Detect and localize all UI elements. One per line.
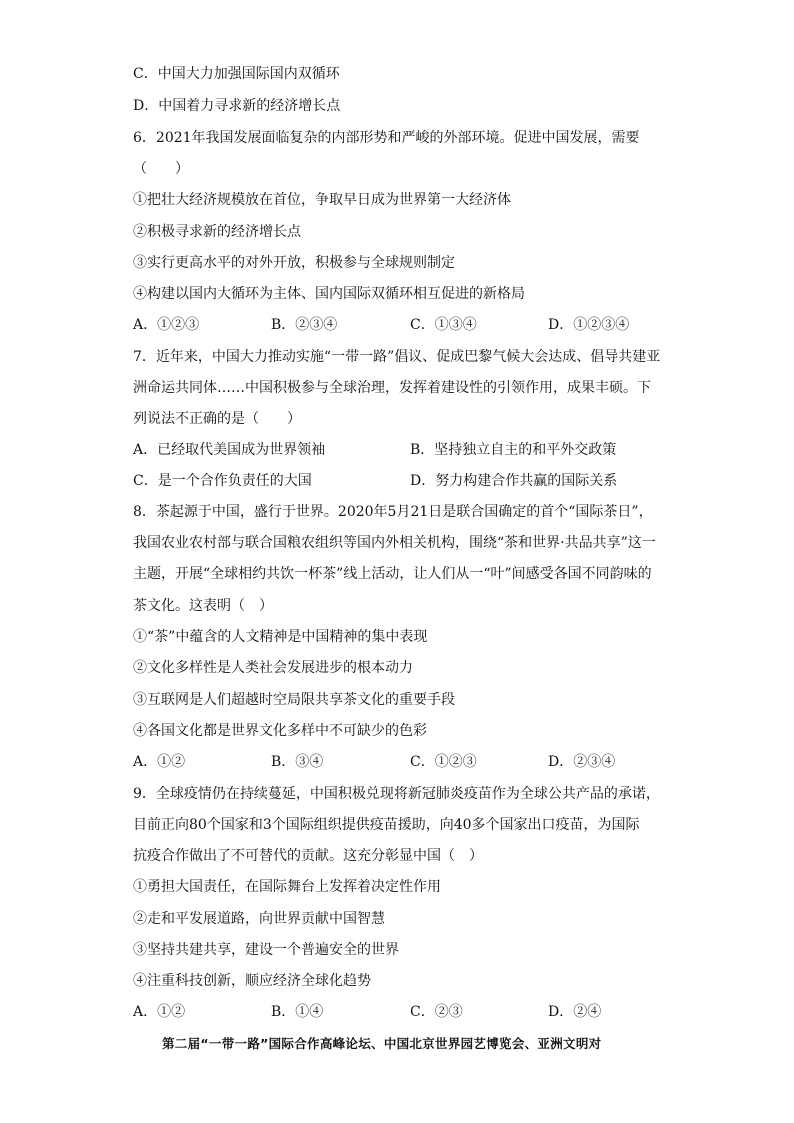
q9-option-d: D．②④	[548, 1004, 602, 1020]
q6-option-a: A．①②③	[133, 317, 200, 333]
q9-stem-line-2: 目前正向80个国家和3个国际组织提供疫苗援助，向40多个国家出口疫苗，为国际	[133, 817, 640, 833]
q9-option-c: C．②③	[410, 1004, 463, 1020]
q8-stem-line-3: 主题，开展“全球相约共饮一杯茶”线上活动，让人们从一“叶”间感受各国不同韵味的	[133, 566, 652, 582]
q8-statement-3: ③互联网是人们超越时空局限共享茶文化的重要手段	[133, 692, 455, 708]
q9-option-a: A．①②	[133, 1004, 186, 1020]
q6-statement-2: ②积极寻求新的经济增长点	[133, 224, 301, 240]
q6-statement-1: ①把壮大经济规模放在首位，争取早日成为世界第一大经济体	[133, 192, 511, 208]
q9-stem-line-3: 抗疫合作做出了不可替代的贡献。这充分彰显中国（ ）	[133, 848, 483, 864]
q8-option-d: D．②③④	[548, 754, 616, 770]
q7-option-a: A．已经取代美国成为世界领袖	[133, 442, 326, 458]
q6-stem-line-2: （ ）	[133, 161, 189, 177]
q6-option-c: C．①③④	[410, 317, 477, 333]
q8-statement-1: ①“茶”中蕴含的人文精神是中国精神的集中表现	[133, 629, 428, 645]
q6-option-d: D．①②③④	[548, 317, 630, 333]
q8-option-c: C．①②③	[410, 754, 477, 770]
footer-text: 第二届“一带一路”国际合作高峰论坛、中国北京世界园艺博览会、亚洲文明对	[162, 1036, 602, 1051]
q9-statement-2: ②走和平发展道路，向世界贡献中国智慧	[133, 911, 385, 927]
q7-option-b: B．坚持独立自主的和平外交政策	[410, 442, 617, 458]
q8-statement-2: ②文化多样性是人类社会发展进步的根本动力	[133, 660, 413, 676]
q7-stem-line-1: 7．近年来，中国大力推动实施“一带一路”倡议、促成巴黎气候大会达成、倡导共建亚	[133, 349, 661, 365]
q8-option-b: B．③④	[271, 754, 324, 770]
q6-statement-3: ③实行更高水平的对外开放，积极参与全球规则制定	[133, 255, 455, 271]
q8-stem-line-4: 茶文化。这表明（ ）	[133, 598, 273, 614]
q8-stem-line-1: 8．茶起源于中国，盛行于世界。2020年5月21日是联合国确定的首个“国际茶日”，	[133, 504, 653, 520]
q7-option-d: D．努力构建合作共赢的国际关系	[410, 473, 618, 489]
q9-option-b: B．①④	[271, 1004, 324, 1020]
q6-option-b: B．②③④	[271, 317, 338, 333]
q5-option-d: D．中国着力寻求新的经济增长点	[133, 98, 341, 114]
q5-option-c: C．中国大力加强国际国内双循环	[133, 66, 340, 82]
q9-statement-1: ①勇担大国责任，在国际舞台上发挥着决定性作用	[133, 879, 441, 895]
q8-option-a: A．①②	[133, 754, 186, 770]
q9-statement-3: ③坚持共建共享，建设一个普遍安全的世界	[133, 942, 399, 958]
q6-statement-4: ④构建以国内大循环为主体、国内国际双循环相互促进的新格局	[133, 286, 525, 302]
q8-statement-4: ④各国文化都是世界文化多样中不可缺少的色彩	[133, 723, 427, 739]
q7-stem-line-2: 洲命运共同体……中国积极参与全球治理，发挥着建设性的引领作用，成果丰硕。下	[133, 380, 651, 396]
q8-stem-line-2: 我国农业农村部与联合国粮农组织等国内外相关机构，围绕“茶和世界·共品共享”这一	[133, 535, 656, 551]
q9-stem-line-1: 9．全球疫情仍在持续蔓延，中国积极兑现将新冠肺炎疫苗作为全球公共产品的承诺，	[133, 786, 660, 802]
q6-stem-line-1: 6．2021年我国发展面临复杂的内部形势和严峻的外部环境。促进中国发展，需要	[133, 130, 640, 146]
q7-option-c: C．是一个合作负责任的大国	[133, 473, 312, 489]
q9-statement-4: ④注重科技创新，顺应经济全球化趋势	[133, 973, 371, 989]
q7-stem-line-3: 列说法不正确的是（ ）	[133, 411, 301, 427]
